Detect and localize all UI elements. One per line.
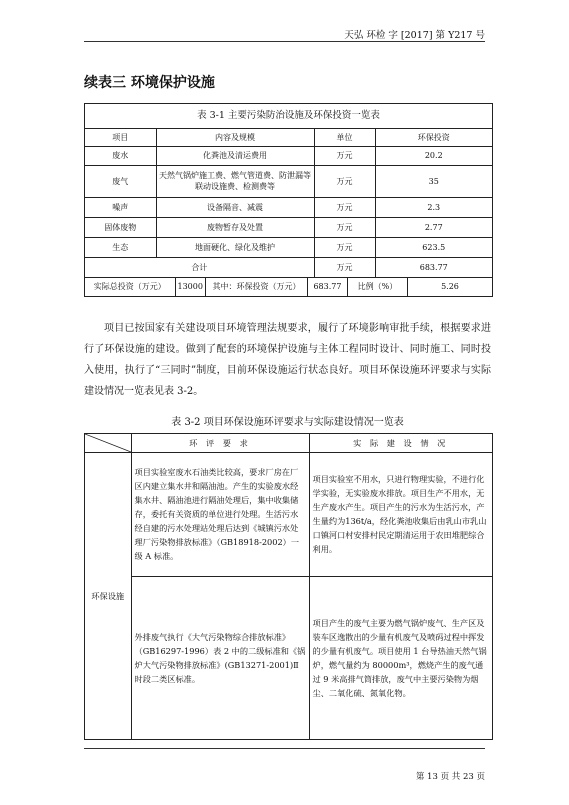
row-content: 化粪池及清运费用 xyxy=(156,146,314,165)
table-row xyxy=(85,237,492,257)
table-row xyxy=(85,576,492,739)
total-investment-label: 实际总投资（万元） xyxy=(85,278,175,296)
table-row xyxy=(85,197,492,217)
ratio-label: 比例（%） xyxy=(347,278,407,296)
total-label: 合计 xyxy=(85,257,314,277)
table1-title: 表 3-1 主要污染防治设施及环保投资一览表 xyxy=(85,104,492,129)
section-title: 续表三 环境保护设施 xyxy=(84,75,215,91)
total-value: 683.77 xyxy=(375,257,492,277)
table-row xyxy=(85,146,492,165)
body-paragraph: 项目已按国家有关建设项目环境管理法规要求，履行了环境影响审批手续，根据要求进行了环保设施的建设。做到了配套的环境保护设施与主体工程同时设计、同时施工、同时投入使用，执行了“三同时”制度，目前环保设施运行状态良好。项目环保设施环评要求与实际建设情况一览表见表 3-2。 xyxy=(84,323,491,397)
actual-cell: 项目产生的废气主要为燃气锅炉废气、生产区及装车区逸散出的少量有机废气及喷码过程中挥发的少量有机废气。项目使用 1 台导热油天然气锅炉，燃气量约为 80000m³，燃烧产生的废气通过 9 米高排气筒排放，废气中主要污染物为烟尘、二氧化硫、氮氧化物。 xyxy=(309,576,492,739)
total-investment-value: 13000 xyxy=(175,278,205,296)
row-invest: 623.5 xyxy=(375,237,492,257)
row-unit: 万元 xyxy=(314,237,375,257)
table-row xyxy=(85,217,492,237)
category-cell: 环保设施 xyxy=(85,452,131,739)
table2-header-req: 环 评 要 求 xyxy=(131,434,309,452)
row-item: 噪声 xyxy=(85,197,156,217)
row-invest: 20.2 xyxy=(375,146,492,165)
table-row xyxy=(85,452,492,576)
row-invest: 2.77 xyxy=(375,217,492,237)
diagonal-line xyxy=(85,434,131,452)
document-number: 天弘 环检 字 [2017] 第 Y217 号 xyxy=(344,30,485,41)
investment-table xyxy=(84,103,493,297)
requirement-cell: 项目实验室废水石油类比较高，要求厂房在厂区内建立集水井和隔油池。产生的实验废水经集水井、隔油池进行隔油处理后，集中收集储存，委托有关资质的单位进行处理。生活污水经自建的污水处理站处理后达到《城镇污水处理厂污染物排放标准》（GB18918-2002）一级 A 标准。 xyxy=(131,452,309,576)
env-investment-label: 其中：环保投资（万元） xyxy=(205,278,307,296)
row-content: 天然气锅炉施工费、燃气管道费、防泄漏等联动设施费、检测费等 xyxy=(156,165,314,197)
total-unit: 万元 xyxy=(314,257,375,277)
row-unit: 万元 xyxy=(314,217,375,237)
table2-title: 表 3-2 项目环保设施环评要求与实际建设情况一览表 xyxy=(171,417,404,428)
table1-header-content: 内容及规模 xyxy=(156,129,314,146)
row-item: 废气 xyxy=(85,165,156,197)
row-item: 生态 xyxy=(85,237,156,257)
row-content: 地面硬化、绿化及维护 xyxy=(156,237,314,257)
row-invest: 2.3 xyxy=(375,197,492,217)
row-unit: 万元 xyxy=(314,165,375,197)
requirement-cell: 外排废气执行《大气污染物综合排放标准》（GB16297-1996）表 2 中的二级标准和《锅炉大气污染物排放标准》(GB13271-2001)Ⅱ时段二类区标准。 xyxy=(131,576,309,739)
diagonal-header-cell xyxy=(85,434,131,452)
ratio-value: 5.26 xyxy=(407,278,492,296)
row-unit: 万元 xyxy=(314,146,375,165)
row-unit: 万元 xyxy=(314,197,375,217)
header-divider xyxy=(84,41,485,42)
summary-row xyxy=(85,278,492,296)
page-number: 第 13 页 共 23 页 xyxy=(415,772,485,782)
table1-header-invest: 环保投资 xyxy=(375,129,492,146)
actual-cell: 项目实验室不用水，只进行物理实验，不进行化学实验，无实验废水排放。项目生产不用水，无生产废水产生。项目产生的污水为生活污水，产生量约为136t/a，经化粪池收集后由乳山市乳山口镇河口村安排村民定期清运用于农田堆肥综合利用。 xyxy=(309,452,492,576)
table-row xyxy=(85,165,492,197)
footer-divider xyxy=(84,748,485,749)
table1-header-unit: 单位 xyxy=(314,129,375,146)
row-content: 废物暂存及处置 xyxy=(156,217,314,237)
row-invest: 35 xyxy=(375,165,492,197)
total-row xyxy=(85,257,492,277)
table2-header-act: 实 际 建 设 情 况 xyxy=(309,434,492,452)
row-content: 设备隔音、减震 xyxy=(156,197,314,217)
env-investment-value: 683.77 xyxy=(307,278,347,296)
facilities-table xyxy=(84,433,493,740)
row-item: 固体废物 xyxy=(85,217,156,237)
table1-header-item: 项目 xyxy=(85,129,156,146)
row-item: 废水 xyxy=(85,146,156,165)
